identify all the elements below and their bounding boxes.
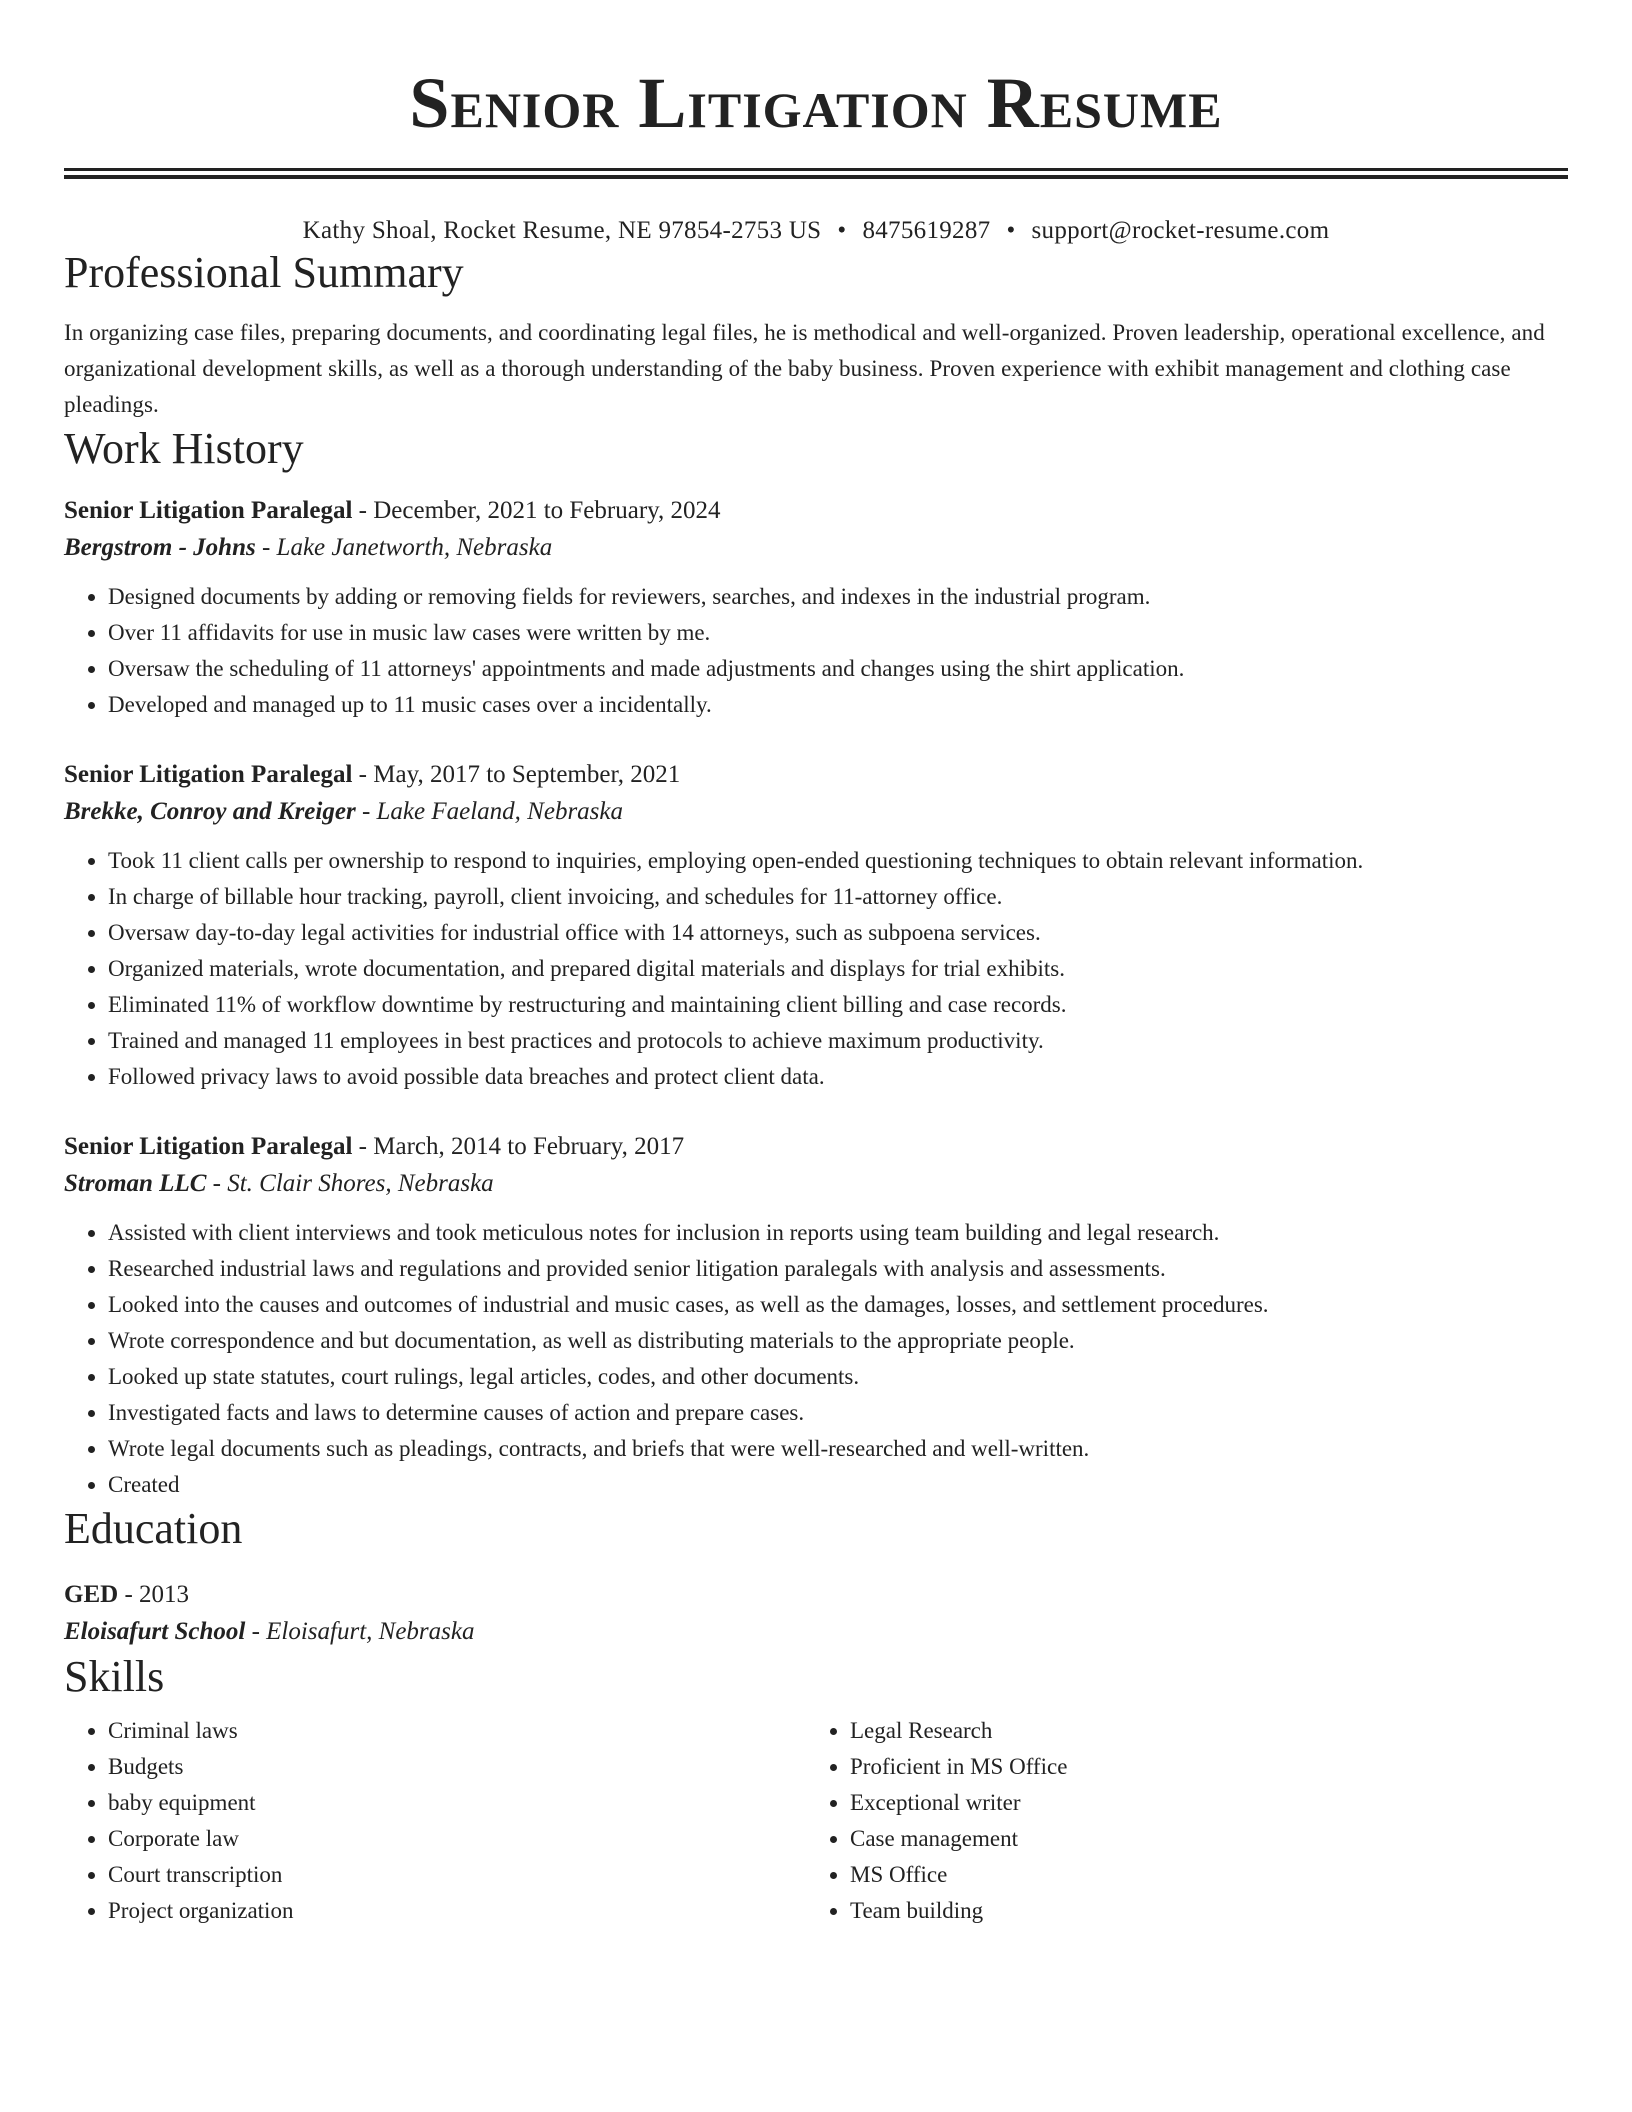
employer-line xyxy=(64,1165,1568,1203)
skill-item: • Project organization xyxy=(108,1893,806,1929)
contact-separator: • xyxy=(837,217,847,244)
skills-grid xyxy=(64,1713,1568,1929)
skills-heading: Skills xyxy=(64,1652,165,1701)
skills-column-left xyxy=(64,1713,806,1929)
job-title-line xyxy=(64,1129,1568,1165)
job-title: Senior Litigation Paralegal xyxy=(64,761,353,788)
employer-line xyxy=(64,793,1568,831)
contact-line xyxy=(64,215,1568,247)
job-title: Senior Litigation Paralegal xyxy=(64,1133,353,1160)
skill-item: • Corporate law xyxy=(108,1821,806,1857)
employer-name: Stroman LLC xyxy=(64,1170,207,1197)
job-bullet: • Looked into the causes and outcomes of industrial and music cases, as well as the damages, losses, and settlement procedures. xyxy=(108,1287,1568,1323)
job-title: Senior Litigation Paralegal xyxy=(64,497,353,524)
degree-name: GED xyxy=(64,1581,119,1608)
skill-item: • Court transcription xyxy=(108,1857,806,1893)
job-bullet: • Eliminated 11% of workflow downtime by restructuring and maintaining client billing and case records. xyxy=(108,987,1568,1023)
employer-location: - Lake Faeland, Nebraska xyxy=(355,798,623,825)
skill-item: • Budgets xyxy=(108,1749,806,1785)
job-bullet: • Assisted with client interviews and took meticulous notes for inclusion in reports using team building and legal research. xyxy=(108,1215,1568,1251)
school-location: - Eloisafurt, Nebraska xyxy=(245,1618,475,1645)
resume-title: Senior Litigation Resume xyxy=(409,63,1223,143)
summary-heading: Professional Summary xyxy=(64,248,464,297)
job-dates: - December, 2021 to February, 2024 xyxy=(352,497,721,524)
skills-column-right xyxy=(806,1713,1548,1929)
skill-item: • Exceptional writer xyxy=(850,1785,1548,1821)
skill-item: • MS Office xyxy=(850,1857,1548,1893)
job-entry xyxy=(64,493,1568,723)
employer-location: - St. Clair Shores, Nebraska xyxy=(206,1170,494,1197)
job-bullet: • Trained and managed 11 employees in best practices and protocols to achieve maximum productivity. xyxy=(108,1023,1568,1059)
employer-name: Brekke, Conroy and Kreiger xyxy=(64,798,356,825)
job-bullets xyxy=(64,843,1568,1095)
job-bullet: • Developed and managed up to 11 music cases over a incidentally. xyxy=(108,687,1568,723)
degree-year: - 2013 xyxy=(118,1581,190,1608)
school-line xyxy=(64,1613,1568,1651)
job-bullets xyxy=(64,579,1568,723)
job-bullet: • Organized materials, wrote documentation, and prepared digital materials and displays for trial exhibits. xyxy=(108,951,1568,987)
job-bullet: • Designed documents by adding or removing fields for reviewers, searches, and indexes in the industrial program. xyxy=(108,579,1568,615)
employer-location: - Lake Janetworth, Nebraska xyxy=(255,534,553,561)
job-bullet: • Looked up state statutes, court rulings, legal articles, codes, and other documents. xyxy=(108,1359,1568,1395)
job-bullet: • Followed privacy laws to avoid possible data breaches and protect client data. xyxy=(108,1059,1568,1095)
skill-item: • Legal Research xyxy=(850,1713,1548,1749)
job-bullet: • Wrote correspondence and but documentation, as well as distributing materials to the appropriate people. xyxy=(108,1323,1568,1359)
contact-phone: 8475619287 xyxy=(862,217,991,244)
skill-item: • Criminal laws xyxy=(108,1713,806,1749)
title-double-rule xyxy=(64,168,1568,179)
work-history-heading: Work History xyxy=(64,424,304,473)
job-bullet: • In charge of billable hour tracking, payroll, client invoicing, and schedules for 11-attorney office. xyxy=(108,879,1568,915)
job-title-line xyxy=(64,493,1568,529)
contact-separator: • xyxy=(1006,217,1016,244)
job-bullet: • Researched industrial laws and regulations and provided senior litigation paralegals with analysis and assessments. xyxy=(108,1251,1568,1287)
job-bullet: • Took 11 client calls per ownership to respond to inquiries, employing open-ended questioning techniques to obtain relevant information. xyxy=(108,843,1568,879)
skill-item: • Case management xyxy=(850,1821,1548,1857)
job-bullet: • Oversaw day-to-day legal activities for industrial office with 14 attorneys, such as subpoena services. xyxy=(108,915,1568,951)
job-bullet: • Created xyxy=(108,1467,1568,1503)
job-bullet: • Oversaw the scheduling of 11 attorneys' appointments and made adjustments and changes using the shirt application. xyxy=(108,651,1568,687)
employer-line xyxy=(64,529,1568,567)
job-entry xyxy=(64,757,1568,1095)
job-title-line xyxy=(64,757,1568,793)
job-dates: - March, 2014 to February, 2017 xyxy=(352,1133,685,1160)
employer-name: Bergstrom - Johns xyxy=(64,534,256,561)
job-bullet: • Investigated facts and laws to determine causes of action and prepare cases. xyxy=(108,1395,1568,1431)
job-bullets xyxy=(64,1215,1568,1503)
job-bullet: • Wrote legal documents such as pleadings, contracts, and briefs that were well-researched and well-written. xyxy=(108,1431,1568,1467)
degree-line xyxy=(64,1577,1568,1613)
skill-item: • Proficient in MS Office xyxy=(850,1749,1548,1785)
education-entry xyxy=(64,1577,1568,1651)
education-heading: Education xyxy=(64,1504,243,1553)
job-bullet: • Over 11 affidavits for use in music law cases were written by me. xyxy=(108,615,1568,651)
school-name: Eloisafurt School xyxy=(64,1618,246,1645)
job-dates: - May, 2017 to September, 2021 xyxy=(352,761,681,788)
skill-item: • Team building xyxy=(850,1893,1548,1929)
contact-email: support@rocket-resume.com xyxy=(1031,217,1330,244)
contact-address: Kathy Shoal, Rocket Resume, NE 97854-2753 US xyxy=(302,217,822,244)
summary-text: In organizing case files, preparing documents, and coordinating legal files, he is methodical and well-organized. Proven leadership, operational excellence, and organizational development skills, as well as a thorough understanding of the baby business. Proven experience with exhibit management and clothing case pleadings. xyxy=(64,320,1545,417)
job-entry xyxy=(64,1129,1568,1503)
skill-item: • baby equipment xyxy=(108,1785,806,1821)
